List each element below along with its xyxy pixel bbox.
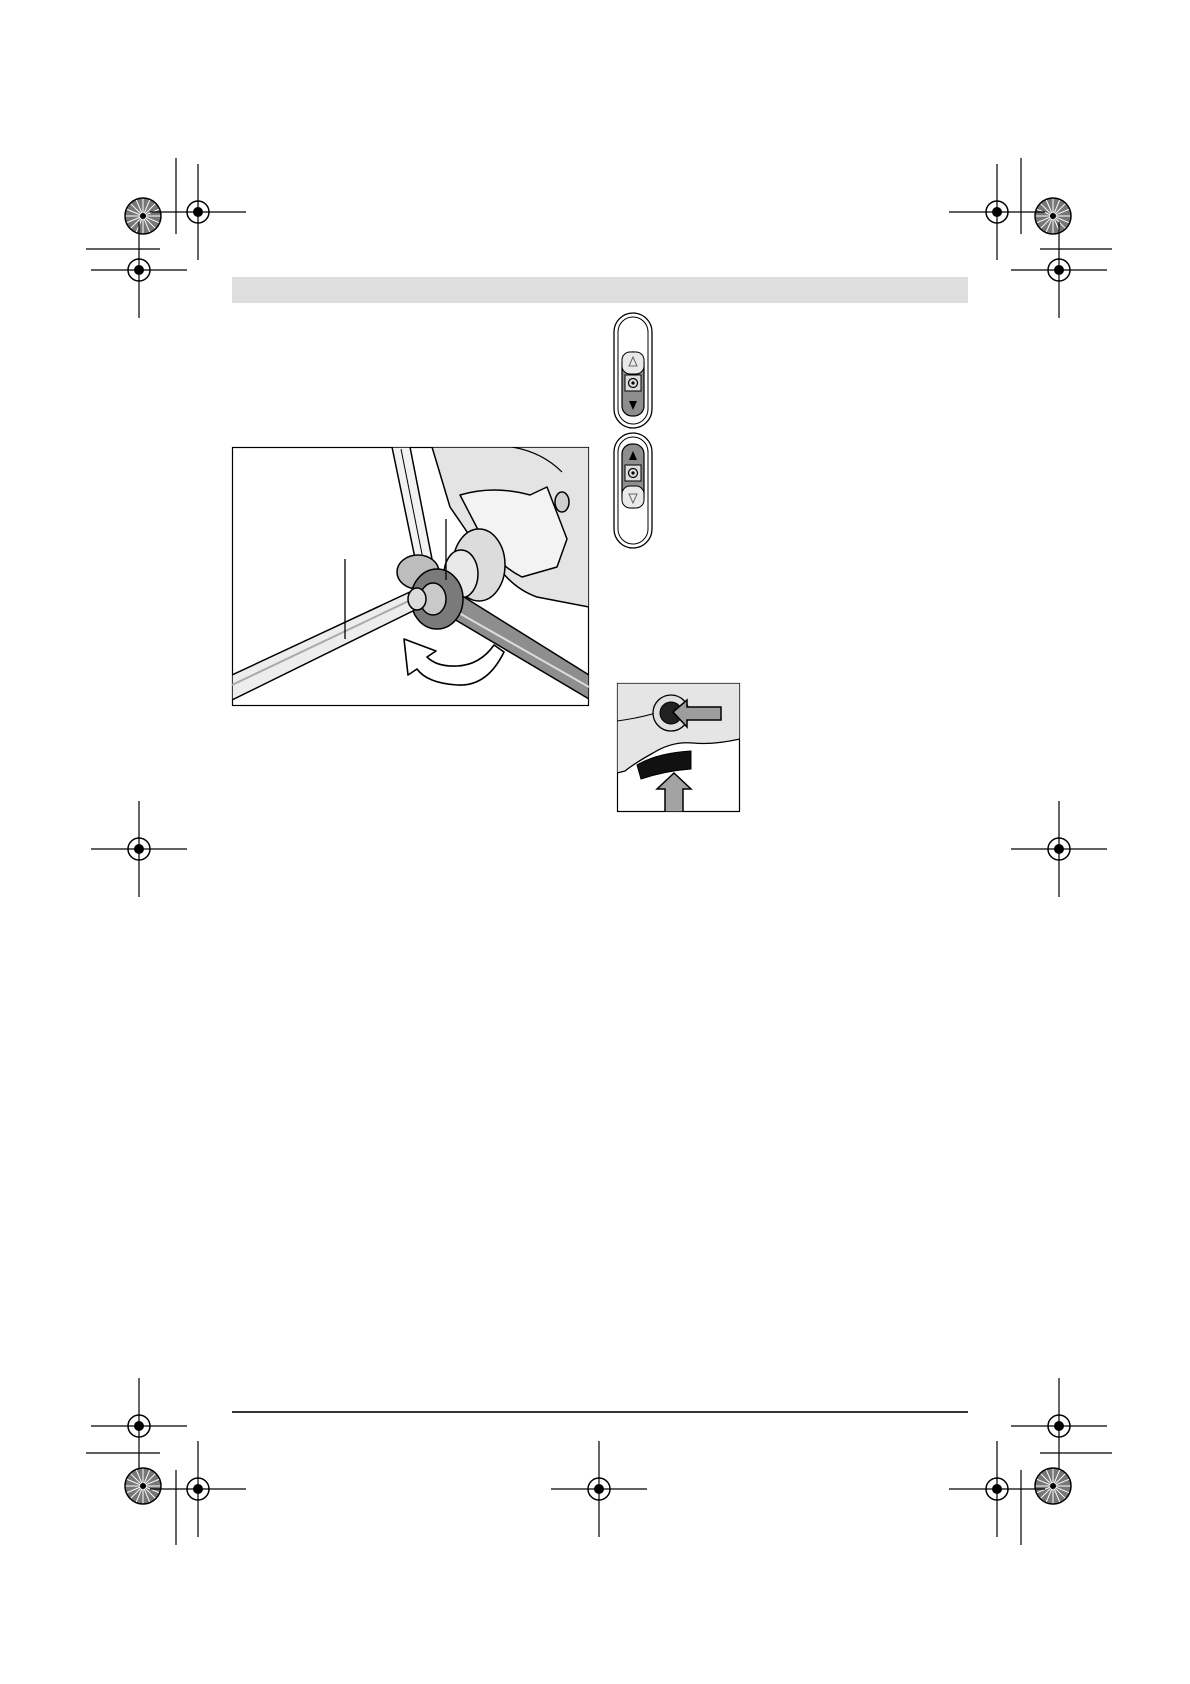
registration-crosshair-icon [949,1441,1045,1537]
registration-crosshair-icon [150,164,246,260]
registration-crosshair-icon [1011,801,1107,897]
lock-button-illustration [617,683,740,812]
color-wheel-icon [125,198,161,234]
color-wheel-icon [1035,1468,1071,1504]
registration-crosshair-icon [150,1441,246,1537]
rotation-switch-forward-illustration [613,312,653,429]
registration-crosshair-icon [551,1441,647,1537]
registration-crosshair-icon [1011,222,1107,318]
registration-crosshair-icon [1011,1378,1107,1474]
registration-crosshair-icon [91,801,187,897]
registration-crosshair-icon [91,222,187,318]
rotation-switch-reverse-illustration [613,432,653,549]
wrench-on-spindle-illustration [232,447,589,706]
registration-crosshair-icon [91,1378,187,1474]
color-wheel-icon [125,1468,161,1504]
color-wheel-icon [1035,198,1071,234]
registration-crosshair-icon [949,164,1045,260]
